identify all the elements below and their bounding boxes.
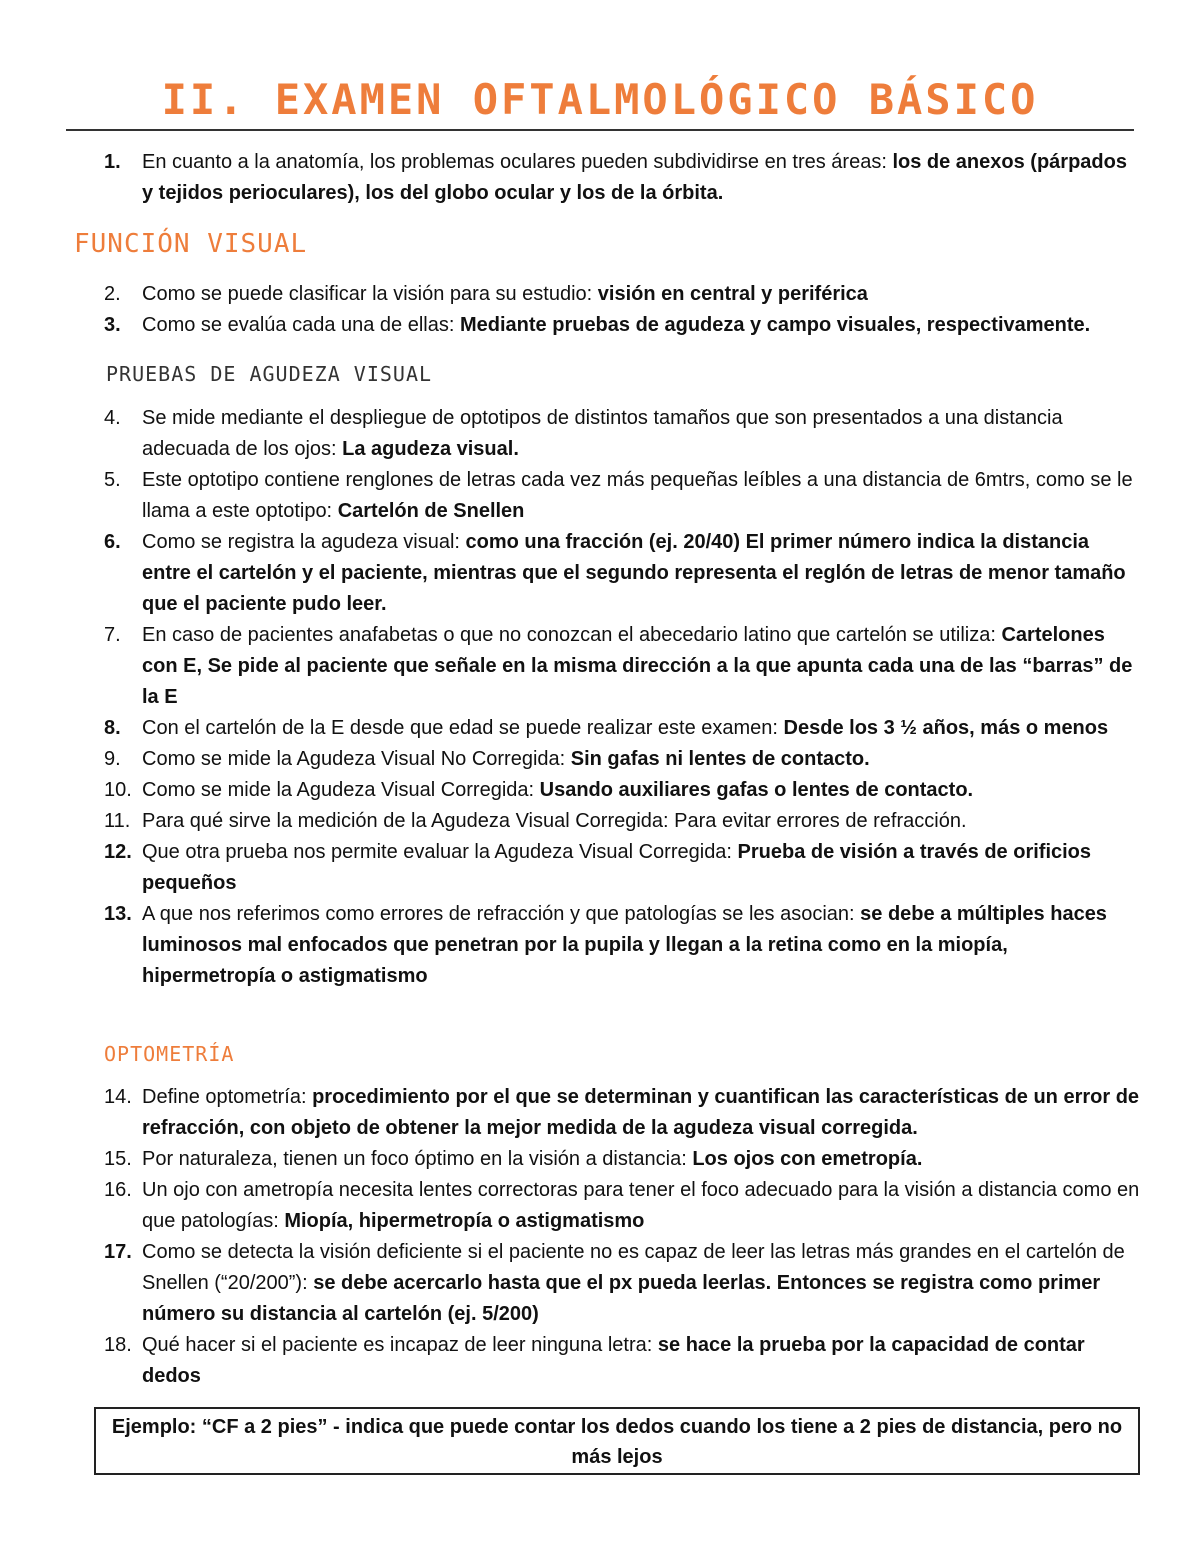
item-question: Que otra prueba nos permite evaluar la Agudeza Visual Corregida: <box>142 841 738 863</box>
section-heading-funcion-visual: FUNCIÓN VISUAL <box>74 229 308 259</box>
item-answer: visión en central y periférica <box>597 283 868 305</box>
list-item <box>0 1330 1142 1392</box>
list-item <box>0 1175 1142 1237</box>
item-answer: se hace la prueba por la capacidad de contar dedos <box>142 1334 1085 1387</box>
item-question: A que nos referimos como errores de refracción y que patologías se les asocian: <box>142 903 861 925</box>
item-answer: Los ojos con emetropía. <box>692 1148 923 1170</box>
item-question: Como se puede clasificar la visión para su estudio: <box>142 283 598 305</box>
list-item <box>0 1237 1142 1330</box>
item-number: 18. <box>104 1334 132 1356</box>
item-question: Un ojo con ametropía necesita lentes correctoras para tener el foco adecuado para la visión a distancia como en que patologías: <box>142 1179 1140 1232</box>
item-number: 15. <box>104 1148 132 1170</box>
item-question: En cuanto a la anatomía, los problemas oculares pueden subdividirse en tres áreas: <box>142 151 893 173</box>
item-number: 5. <box>104 469 121 491</box>
question-list <box>0 403 1200 992</box>
list-item <box>0 899 1142 992</box>
item-answer: Sin gafas ni lentes de contacto. <box>570 748 870 770</box>
list-item <box>0 620 1142 713</box>
item-question: Como se registra la agudeza visual: <box>142 531 466 553</box>
list-item <box>0 1144 1142 1175</box>
item-number: 9. <box>104 748 121 770</box>
question-list <box>0 279 1200 341</box>
item-answer: como una fracción (ej. 20/40) El primer número indica la distancia entre el cartelón y el paciente, mientras que el segundo representa el reglón de letras de menor tamaño que el paciente pudo leer. <box>142 531 1126 615</box>
item-answer: Cartelones con E, Se pide al paciente que señale en la misma dirección a la que apunta cada una de las “barras” de la E <box>142 624 1133 708</box>
item-answer: se debe acercarlo hasta que el px pueda leerlas. Entonces se registra como primer número su distancia al cartelón (ej. 5/200) <box>142 1272 1101 1325</box>
item-question: Como se evalúa cada una de ellas: <box>142 314 460 336</box>
item-number: 13. <box>104 903 132 925</box>
item-question: Se mide mediante el despliegue de optotipos de distintos tamaños que son presentados a una distancia adecuada de los ojos: <box>142 407 1063 460</box>
list-item <box>0 465 1142 527</box>
item-number: 16. <box>104 1179 132 1201</box>
item-answer: Usando auxiliares gafas o lentes de contacto. <box>539 779 974 801</box>
item-question: Este optotipo contiene renglones de letras cada vez más pequeñas leíbles a una distancia de 6mtrs, como se le llama a este optotipo: <box>142 469 1133 522</box>
item-number: 17. <box>104 1241 132 1263</box>
item-number: 11. <box>104 810 131 832</box>
list-item <box>0 744 1142 775</box>
list-item <box>0 527 1142 620</box>
page-title: II. EXAMEN OFTALMOLÓGICO BÁSICO <box>161 75 1039 124</box>
list-item <box>0 837 1142 899</box>
example-callout-box: Ejemplo: “CF a 2 pies” - indica que puede contar los dedos cuando los tiene a 2 pies de distancia, pero no más lejos <box>94 1407 1140 1475</box>
item-number: 6. <box>104 531 121 553</box>
item-question: Como se detecta la visión deficiente si el paciente no es capaz de leer las letras más grandes en el cartelón de Snellen (“20/200”): <box>142 1241 1125 1294</box>
item-answer: Prueba de visión a través de orificios pequeños <box>142 841 1092 894</box>
item-answer: Miopía, hipermetropía o astigmatismo <box>284 1210 645 1232</box>
item-answer: los de anexos (párpados y tejidos perioculares), los del globo ocular y los de la órbita. <box>142 151 1127 204</box>
question-list <box>0 147 1200 209</box>
item-answer: La agudeza visual. <box>342 438 519 460</box>
list-item <box>0 775 1142 806</box>
item-question: Con el cartelón de la E desde que edad se puede realizar este examen: <box>142 717 784 739</box>
item-question: Por naturaleza, tienen un foco óptimo en la visión a distancia: <box>142 1148 693 1170</box>
item-question: Como se mide la Agudeza Visual No Corregida: <box>142 748 571 770</box>
item-number: 3. <box>104 314 121 336</box>
item-number: 8. <box>104 717 121 739</box>
item-answer: procedimiento por el que se determinan y cuantifican las características de un error de refracción, con objeto de obtener la mejor medida de la agudeza visual corregida. <box>142 1086 1140 1139</box>
item-number: 4. <box>104 407 121 429</box>
item-answer: Cartelón de Snellen <box>337 500 525 522</box>
item-answer: se debe a múltiples haces luminosos mal enfocados que penetran por la pupila y llegan a la retina como en la miopía, hipermetropía o astigmatismo <box>142 903 1107 987</box>
list-item <box>0 806 1142 837</box>
item-number: 7. <box>104 624 121 646</box>
item-question: Define optometría: <box>142 1086 313 1108</box>
item-number: 2. <box>104 283 121 305</box>
item-question: Qué hacer si el paciente es incapaz de leer ninguna letra: <box>142 1334 658 1356</box>
list-item <box>0 1082 1142 1144</box>
item-question: Para qué sirve la medición de la Agudeza Visual Corregida: Para evitar errores de refracción. <box>142 810 967 832</box>
item-answer: Desde los 3 ½ años, más o menos <box>783 717 1109 739</box>
item-question: En caso de pacientes anafabetas o que no conozcan el abecedario latino que cartelón se utiliza: <box>142 624 1002 646</box>
item-question: Como se mide la Agudeza Visual Corregida: <box>142 779 540 801</box>
list-item <box>0 279 1142 310</box>
list-item <box>0 147 1142 209</box>
list-item <box>0 310 1142 341</box>
item-number: 12. <box>104 841 132 863</box>
list-item <box>0 403 1142 465</box>
title-divider <box>66 129 1134 131</box>
item-number: 14. <box>104 1086 132 1108</box>
item-number: 10. <box>104 779 132 801</box>
list-item <box>0 713 1142 744</box>
question-list <box>0 1082 1200 1392</box>
item-number: 1. <box>104 151 121 173</box>
section-heading-optometria: OPTOMETRÍA <box>104 1042 235 1066</box>
item-answer: Mediante pruebas de agudeza y campo visuales, respectivamente. <box>459 314 1091 336</box>
section-heading-pruebas-agudeza: PRUEBAS DE AGUDEZA VISUAL <box>106 362 433 386</box>
